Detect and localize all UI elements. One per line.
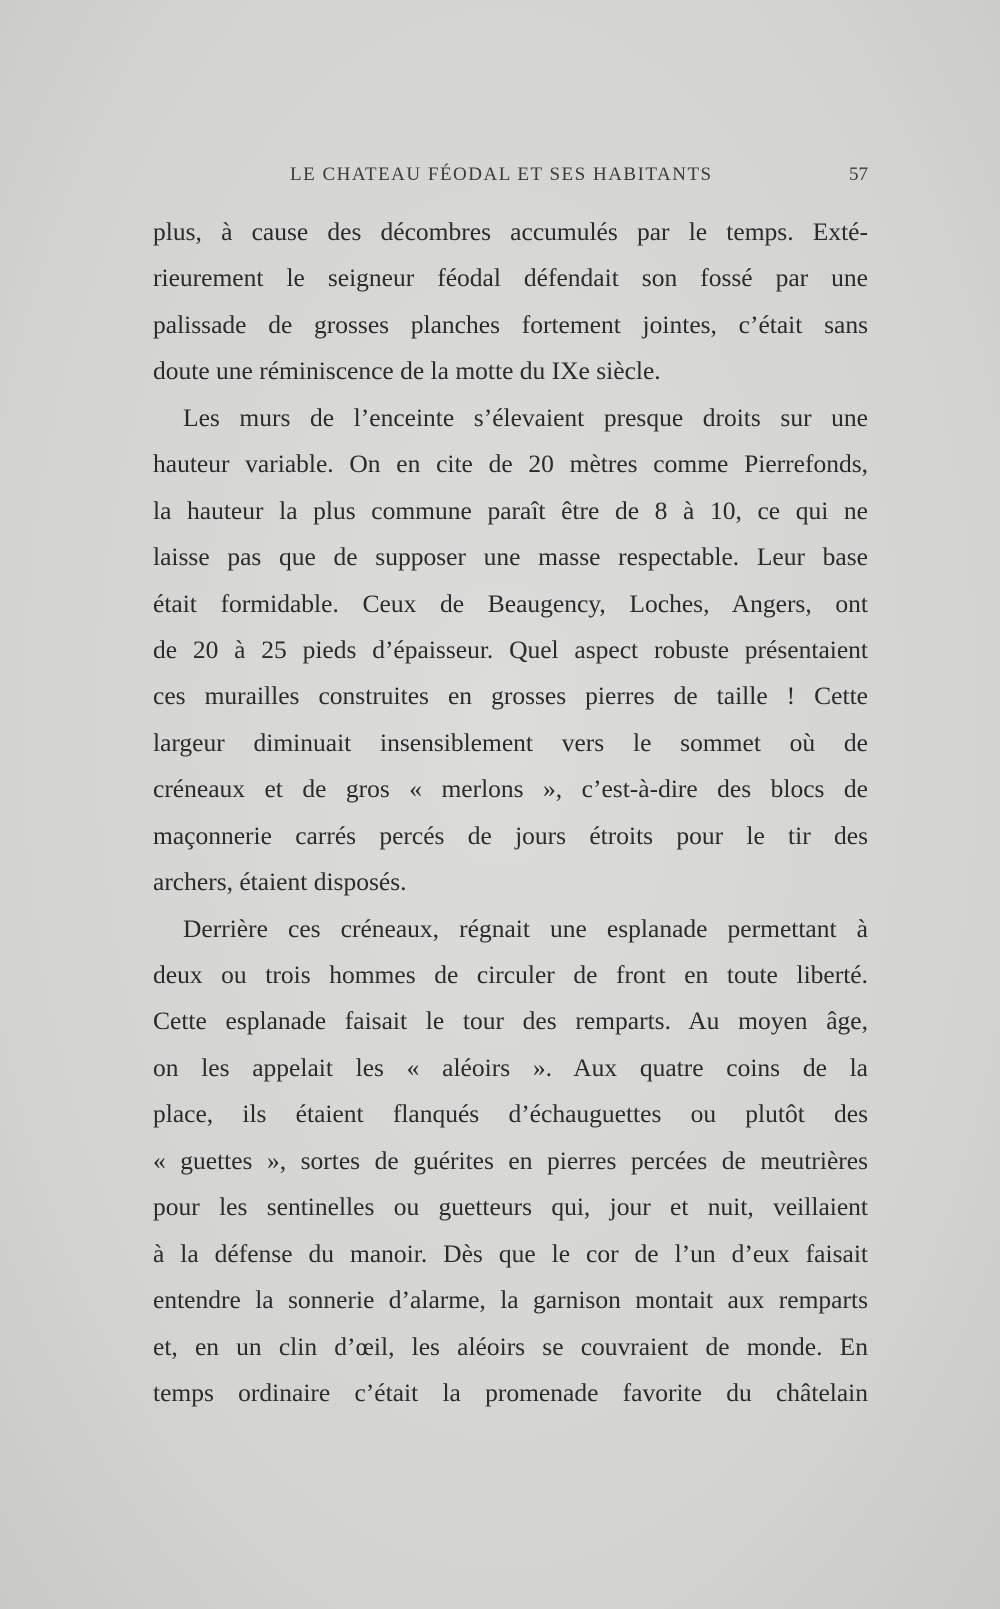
text-line: largeur diminuait insensiblement vers le sommet où de	[153, 727, 868, 757]
text-line: doute une réminiscence de la motte du IXe siècle.	[153, 356, 661, 386]
text-line: ces murailles construites en grosses pierres de taille ! Cette	[153, 681, 868, 711]
text-line: créneaux et de gros « merlons », c’est-à-dire des blocs de	[153, 774, 868, 804]
text-line: Les murs de l’enceinte s’élevaient presque droits sur une	[183, 402, 868, 432]
text-line: on les appelait les « aléoirs ». Aux quatre coins de la	[153, 1052, 868, 1082]
text-line: maçonnerie carrés percés de jours étroits pour le tir des	[153, 820, 868, 850]
text-line: palissade de grosses planches fortement jointes, c’était sans	[153, 309, 868, 339]
running-header	[153, 164, 868, 194]
text-line: rieurement le seigneur féodal défendait son fossé par une	[153, 263, 868, 293]
text-line: hauteur variable. On en cite de 20 mètres comme Pierrefonds,	[153, 449, 868, 479]
text-line: plus, à cause des décombres accumulés par le temps. Exté-	[153, 217, 868, 246]
text-line: deux ou trois hommes de circuler de front en toute liberté.	[153, 960, 868, 989]
text-line: Cette esplanade faisait le tour des remparts. Au moyen âge,	[153, 1006, 868, 1036]
running-title: LE CHATEAU FÉODAL ET SES HABITANTS	[290, 164, 713, 185]
text-line: à la défense du manoir. Dès que le cor de l’un d’eux faisait	[153, 1238, 868, 1268]
text-line: et, en un clin d’œil, les aléoirs se couvraient de monde. En	[153, 1331, 868, 1361]
text-line: « guettes », sortes de guérites en pierres percées de meutrières	[153, 1145, 868, 1175]
text-line: de 20 à 25 pieds d’épaisseur. Quel aspect robuste présentaient	[153, 634, 868, 664]
text-line: était formidable. Ceux de Beaugency, Loches, Angers, ont	[153, 588, 868, 618]
body-text	[153, 209, 868, 1416]
text-line: Derrière ces créneaux, régnait une esplanade permettant à	[183, 913, 868, 943]
text-line: pour les sentinelles ou guetteurs qui, jour et nuit, veillaient	[153, 1192, 868, 1222]
text-line: laisse pas que de supposer une masse respectable. Leur base	[153, 542, 868, 572]
text-line: entendre la sonnerie d’alarme, la garnison montait aux remparts	[153, 1285, 868, 1315]
text-line: place, ils étaient flanqués d’échauguettes ou plutôt des	[153, 1099, 868, 1129]
text-line: archers, étaient disposés.	[153, 867, 407, 897]
text-line: temps ordinaire c’était la promenade favorite du châtelain	[153, 1377, 868, 1407]
text-line: la hauteur la plus commune paraît être de 8 à 10, ce qui ne	[153, 495, 868, 525]
page-number: 57	[849, 164, 868, 185]
